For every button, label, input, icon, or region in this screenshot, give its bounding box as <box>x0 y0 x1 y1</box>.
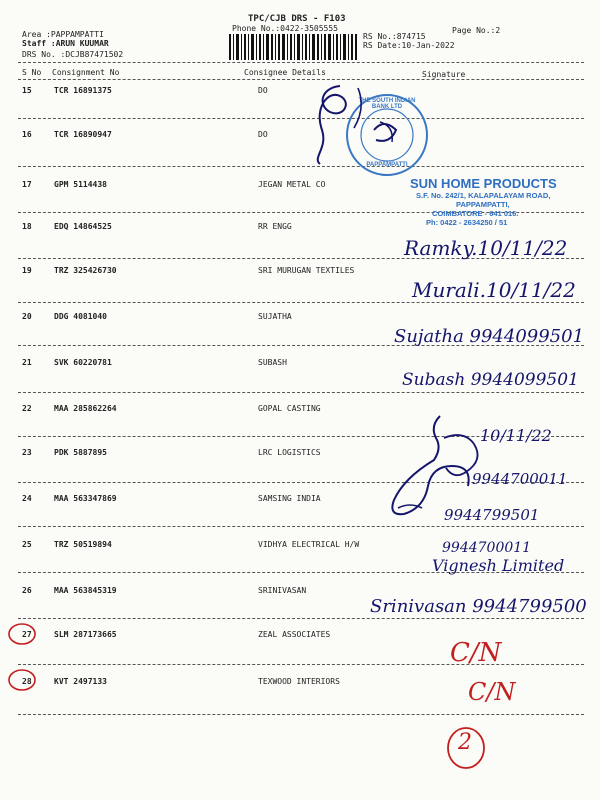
table-row <box>0 630 600 642</box>
red-circle-marks <box>6 622 38 692</box>
row-consignee: ZEAL ASSOCIATES <box>258 630 331 639</box>
row-sno: 21 <box>22 358 32 367</box>
area-label: Area :PAPPAMPATTI <box>22 30 104 39</box>
bank-stamp-branch: PAPPAMPATTI <box>366 162 408 168</box>
table-row <box>0 358 600 370</box>
rs-date: RS Date:10-Jan-2022 <box>363 41 455 50</box>
row-consignment: KVT 2497133 <box>54 677 107 686</box>
row-consignment: DDG 4081040 <box>54 312 107 321</box>
row-sno: 28 <box>22 677 32 686</box>
row-divider <box>18 618 584 619</box>
row-consignment: TCR 16891375 <box>54 86 112 95</box>
row-sno: 25 <box>22 540 32 549</box>
row-consignment: GPM 5114438 <box>54 180 107 189</box>
row-sno: 26 <box>22 586 32 595</box>
row-sno: 15 <box>22 86 32 95</box>
row-consignment: TRZ 50519894 <box>54 540 112 549</box>
row-consignee: LRC LOGISTICS <box>258 448 321 457</box>
row-divider <box>18 526 584 527</box>
signature-row-18: Ramky.10/11/22 <box>404 236 568 260</box>
row-consignee: SUJATHA <box>258 312 292 321</box>
table-row <box>0 404 600 416</box>
col-consignment: Consignment No <box>52 68 120 77</box>
company-stamp-name: SUN HOME PRODUCTS <box>410 176 557 191</box>
signature-row-21: Subash 9944099501 <box>402 370 579 390</box>
col-consignee: Consignee Details <box>244 68 326 77</box>
doc-title: TPC/CJB DRS - F103 <box>248 14 346 24</box>
company-stamp-line3: COIMBATORE - 641 016. <box>432 209 519 218</box>
row-consignee: RR ENGG <box>258 222 292 231</box>
swirl-signature <box>300 78 380 168</box>
signature-row-26: Srinivasan 9944799500 <box>370 596 587 617</box>
row-sno: 24 <box>22 494 32 503</box>
row-consignee: DO <box>258 86 268 95</box>
row-divider <box>18 714 584 715</box>
signature-row-20: Sujatha 9944099501 <box>394 326 585 347</box>
row-sno: 27 <box>22 630 32 639</box>
header-divider-top <box>18 62 584 63</box>
signature-row-25-name: Vignesh Limited <box>432 556 565 575</box>
page-number: Page No.:2 <box>452 26 501 35</box>
signature-row-24: 9944799501 <box>444 506 540 524</box>
rs-number: RS No.:874715 <box>363 32 426 41</box>
row-consignee: SRI MURUGAN TEXTILES <box>258 266 355 275</box>
row-consignment: SLM 287173665 <box>54 630 117 639</box>
company-stamp <box>410 176 590 227</box>
phone-number: Phone No.:0422-3505555 <box>232 24 338 33</box>
table-row <box>0 312 600 324</box>
row-consignment: MAA 563347869 <box>54 494 117 503</box>
signature-row-22: 10/11/22 <box>480 426 552 445</box>
row-consignee: VIDHYA ELECTRICAL H/W <box>258 540 360 549</box>
row-consignment: PDK 5887895 <box>54 448 107 457</box>
row-consignee: TEXWOOD INTERIORS <box>258 677 340 686</box>
company-stamp-line4: Ph: 0422 - 2634250 / 51 <box>426 218 508 227</box>
row-sno: 22 <box>22 404 32 413</box>
barcode <box>229 34 357 60</box>
row-sno: 16 <box>22 130 32 139</box>
table-row <box>0 266 600 278</box>
table-row <box>0 494 600 506</box>
row-consignment: MAA 285862264 <box>54 404 117 413</box>
row-consignee: SUBASH <box>258 358 287 367</box>
circled-count: 2 <box>458 730 472 755</box>
signature-row-23: 9944700011 <box>472 470 568 488</box>
row-sno: 20 <box>22 312 32 321</box>
signature-row-25-number: 9944700011 <box>442 540 532 556</box>
row-consignment: EDQ 14864525 <box>54 222 112 231</box>
col-signature: Signature <box>422 70 466 79</box>
row-consignee: SRINIVASAN <box>258 586 307 595</box>
row-sno: 18 <box>22 222 32 231</box>
table-row <box>0 448 600 460</box>
row-divider <box>18 302 584 303</box>
row-divider <box>18 392 584 393</box>
row-consignee: SAMSING INDIA <box>258 494 321 503</box>
row-sno: 19 <box>22 266 32 275</box>
row-consignee: GOPAL CASTING <box>258 404 321 413</box>
staff-label: Staff :ARUN KUUMAR <box>22 39 109 48</box>
signature-row-19: Murali.10/11/22 <box>412 278 576 302</box>
col-sno: S No <box>22 68 42 77</box>
cn-mark-row-28: C/N <box>468 678 516 706</box>
row-consignment: SVK 60220781 <box>54 358 112 367</box>
bank-stamp-text: THE SOUTH INDIAN BANK LTD <box>358 98 416 110</box>
row-consignment: TRZ 325426730 <box>54 266 117 275</box>
drs-number: DRS No. :DCJB87471502 <box>22 50 124 59</box>
cn-mark-row-27: C/N <box>450 638 502 668</box>
company-stamp-line2: PAPPAMPATTI, <box>456 200 510 209</box>
row-sno: 17 <box>22 180 32 189</box>
row-consignment: TCR 16890947 <box>54 130 112 139</box>
row-consignment: MAA 563845319 <box>54 586 117 595</box>
row-consignee: DO <box>258 130 268 139</box>
company-stamp-line1: S.F. No. 242/1, KALAPALAYAM ROAD, <box>416 191 551 200</box>
row-sno: 23 <box>22 448 32 457</box>
row-consignee: JEGAN METAL CO <box>258 180 326 189</box>
